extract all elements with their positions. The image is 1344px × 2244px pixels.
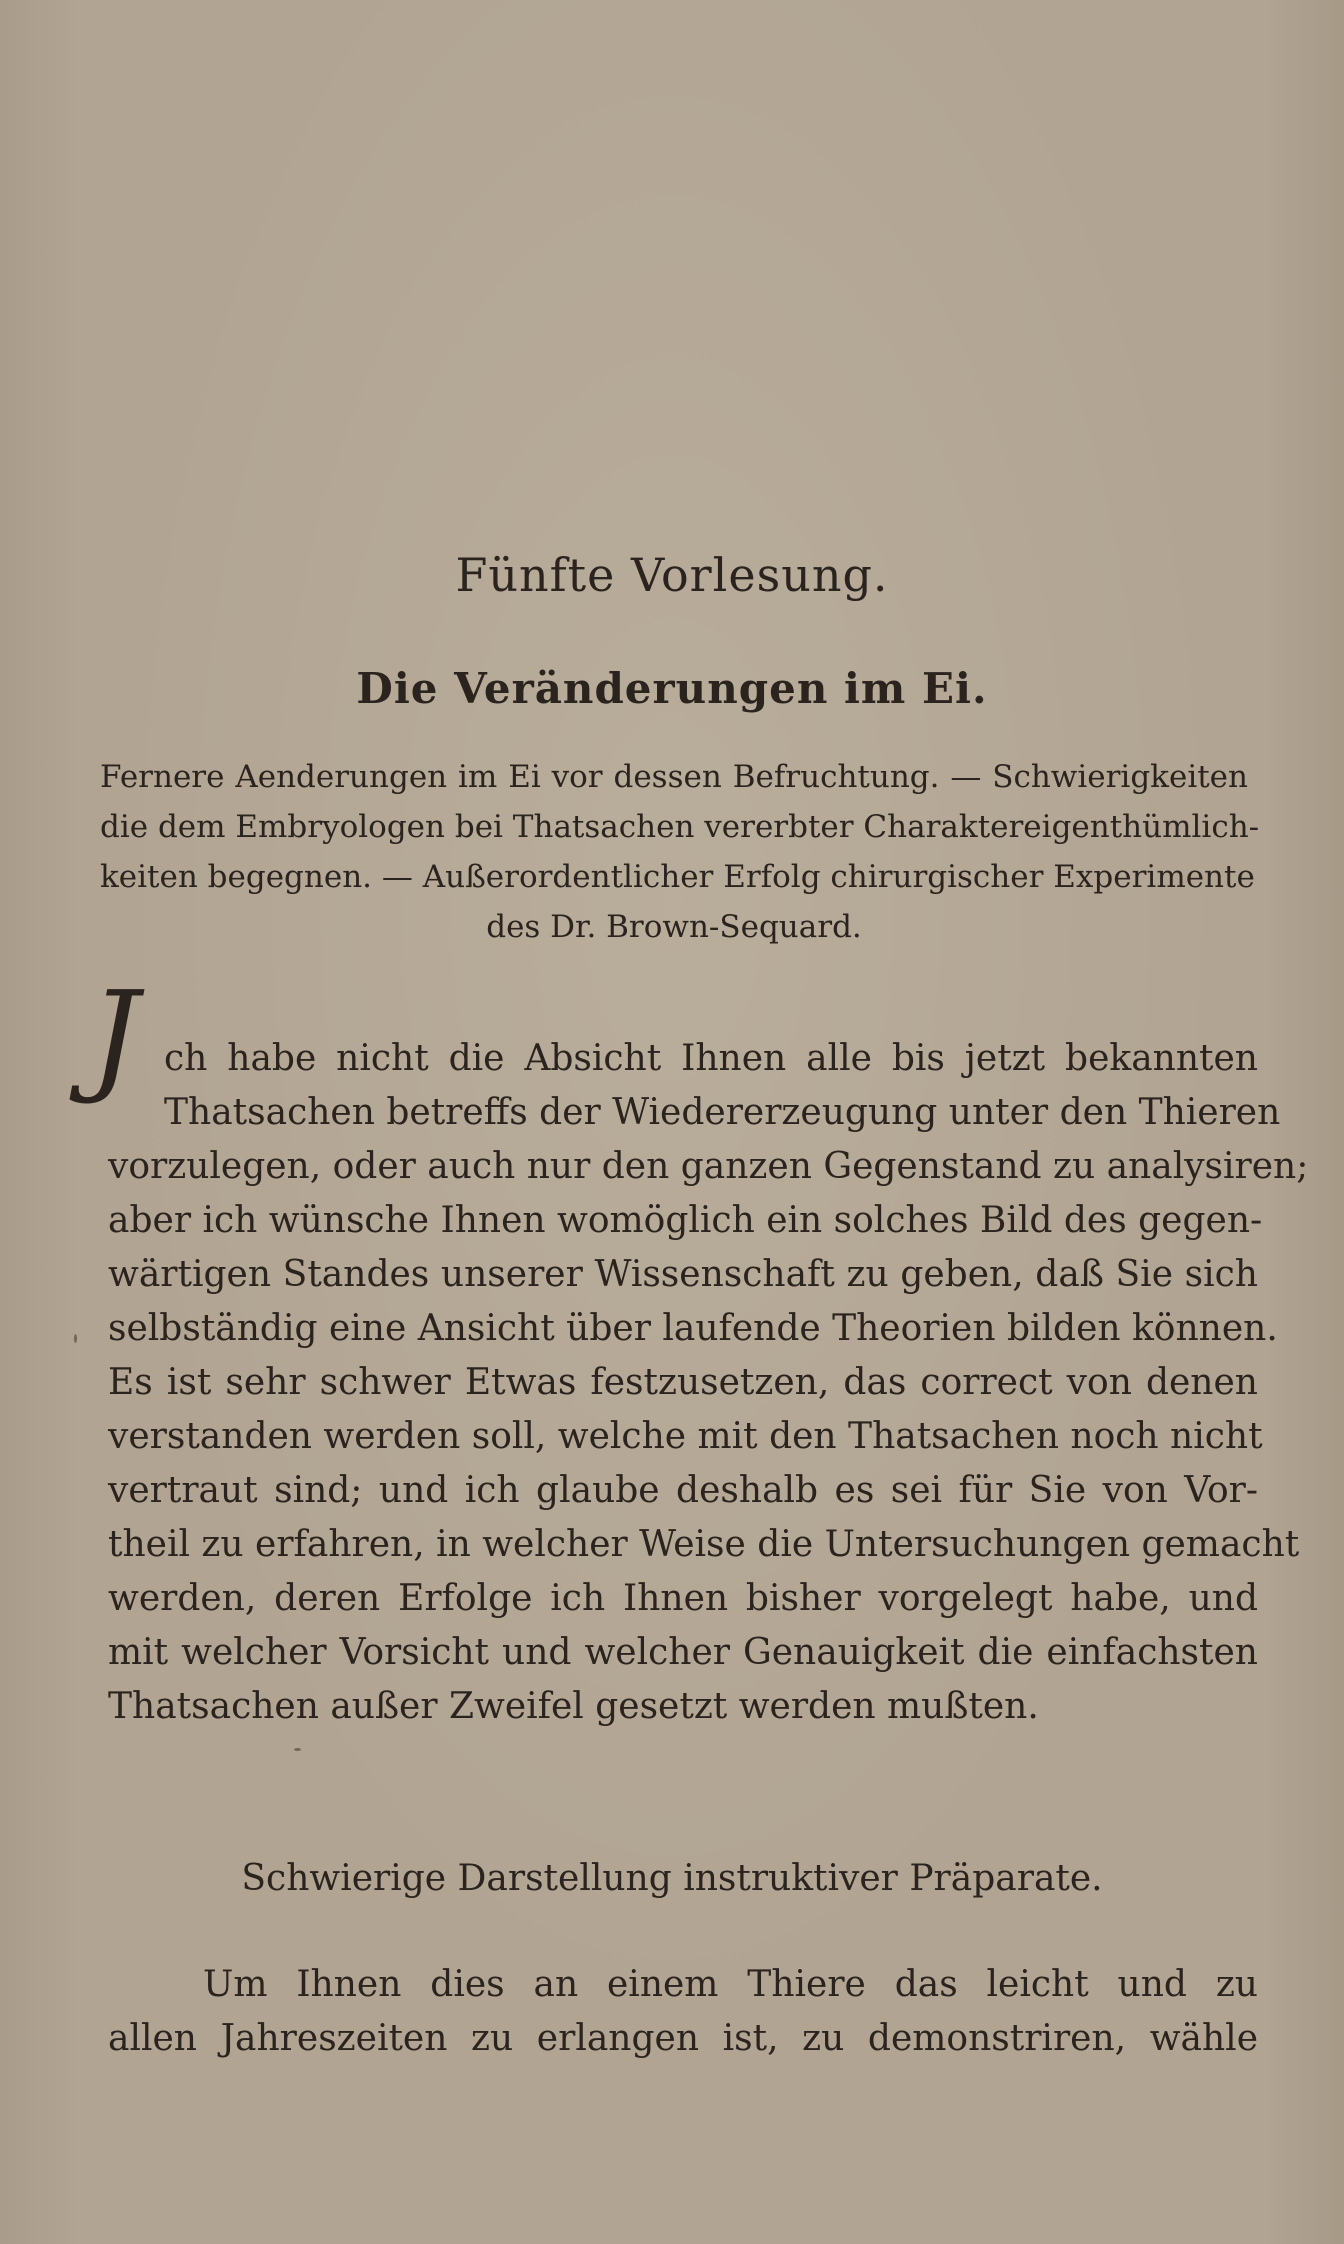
text-line: Thatsachen außer Zweifel gesetzt werden mußten. — [108, 1686, 1039, 1727]
summary-line: des Dr. Brown-Sequard. — [486, 909, 862, 945]
paragraph-2 — [108, 1958, 1258, 2066]
text-line: ch habe nicht die Absicht Ihnen alle bis jetzt bekannten — [164, 1038, 1258, 1079]
text-line: Thatsachen betreffs der Wiedererzeugung unter den Thieren — [164, 1092, 1281, 1133]
summary-line: Fernere Aenderungen im Ei vor dessen Befruchtung. — Schwierigkeiten — [100, 759, 1248, 795]
text-line: verstanden werden soll, welche mit den Thatsachen noch nicht — [108, 1416, 1263, 1457]
text-line: werden, deren Erfolge ich Ihnen bisher vorgelegt habe, und — [108, 1578, 1258, 1619]
ink-speck — [294, 1748, 301, 1751]
section-title: Die Veränderungen im Ei. — [356, 664, 988, 713]
text-line: allen Jahreszeiten zu erlangen ist, zu demonstriren, wähle — [108, 2018, 1258, 2059]
text-line: Um Ihnen dies an einem Thiere das leicht und zu — [203, 1964, 1258, 2005]
summary-line: keiten begegnen. — Außerordentlicher Erfolg chirurgischer Experimente — [100, 859, 1255, 895]
chapter-title: Fünfte Vorlesung. — [455, 548, 889, 602]
text-line: wärtigen Standes unserer Wissenschaft zu geben, daß Sie sich — [108, 1254, 1258, 1295]
text-line: Es ist sehr schwer Etwas festzusetzen, das correct von denen — [108, 1362, 1258, 1403]
chapter-summary — [100, 752, 1260, 952]
paragraph-1 — [108, 1032, 1309, 1734]
summary-line: die dem Embryologen bei Thatsachen vererbter Charaktereigenthümlich- — [100, 809, 1260, 845]
text-line: vorzulegen, oder auch nur den ganzen Gegenstand zu analysiren; — [108, 1146, 1309, 1187]
drop-cap: J — [90, 965, 139, 1107]
text-line: selbständig eine Ansicht über laufende Theorien bilden können. — [108, 1308, 1278, 1349]
subheading: Schwierige Darstellung instruktiver Präparate. — [241, 1858, 1103, 1899]
text-line: theil zu erfahren, in welcher Weise die Untersuchungen gemacht — [108, 1524, 1300, 1565]
ink-speck — [74, 1334, 77, 1343]
text-line: aber ich wünsche Ihnen womöglich ein solches Bild des gegen- — [108, 1200, 1263, 1241]
text-line: mit welcher Vorsicht und welcher Genauigkeit die einfachsten — [108, 1632, 1258, 1673]
text-line: vertraut sind; und ich glaube deshalb es sei für Sie von Vor- — [108, 1470, 1258, 1511]
